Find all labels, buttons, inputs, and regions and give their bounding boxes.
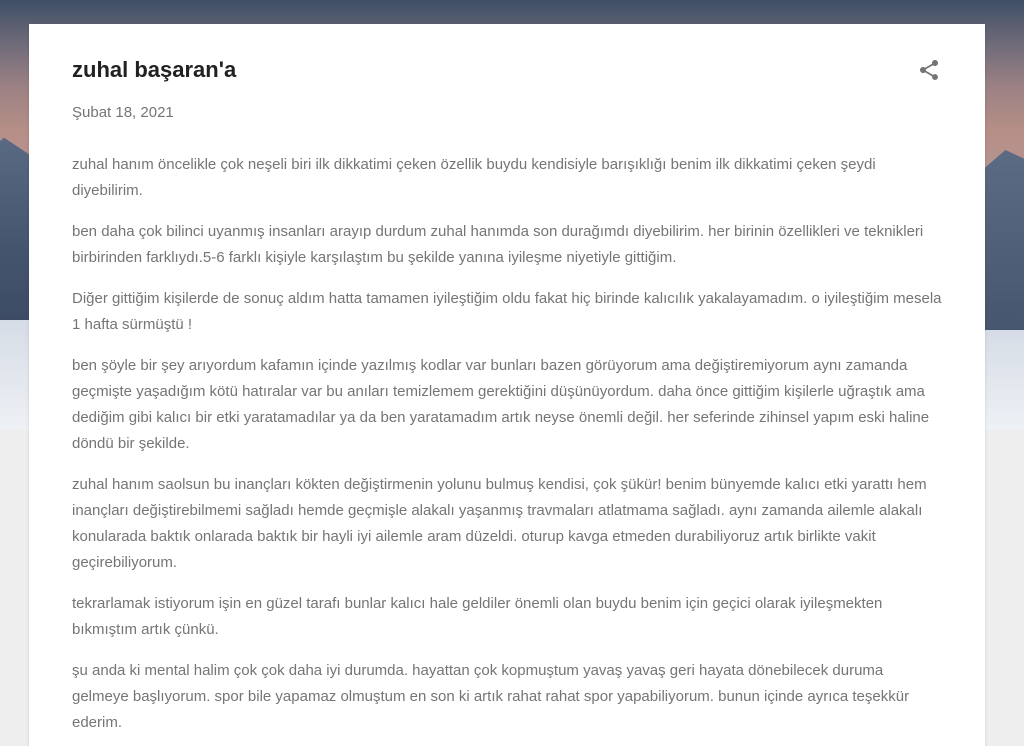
post-date: Şubat 18, 2021 (72, 104, 174, 121)
share-icon (917, 58, 941, 82)
post-title: zuhal başaran'a (72, 57, 237, 82)
post-paragraph: Diğer gittiğim kişilerde de sonuç aldım hatta tamamen iyileştiğim oldu fakat hiç birinde kalıcılık yakalayamadım. o iyileştiğim mesela 1 hafta sürmüştü ! (72, 290, 942, 333)
post-card (29, 24, 985, 746)
share-button[interactable] (917, 58, 941, 82)
post-paragraph: zuhal hanım öncelikle çok neşeli biri ilk dikkatimi çeken özellik buydu kendisiyle barışıklığı benim ilk dikkatimi çeken şeydi diyebilirim. (72, 156, 876, 199)
post-paragraph: zuhal hanım saolsun bu inançları kökten değiştirmenin yolunu bulmuş kendisi, çok şükür! benim bünyemde kalıcı etki yarattı hem inançları değiştirebilmemi sağladı hemde geçmişle alakalı yaşanmış travmaları atlatmama sağladı. aynı zamanda ailemle alakalı konularada baktık onlarada baktık bir hayli iyi ailemle aram düzeldi. oturup kavga etmeden durabiliyoruz artık birlikte vakit geçirebiliyorum. (72, 476, 927, 571)
post-paragraph: tekrarlamak istiyorum işin en güzel tarafı bunlar kalıcı hale geldiler önemli olan buydu benim için geçici olarak iyileşmekten bıkmıştım artık çünkü. (72, 595, 883, 638)
post-paragraph: ben daha çok bilinci uyanmış insanları arayıp durdum zuhal hanımda son durağımdı diyebilirim. her birinin özellikleri ve teknikleri birbirinden farklıydı.5-6 farklı kişiyle karşılaştım bu şekilde yanına iyileşme niyetiyle gittiğim. (72, 223, 924, 266)
post-paragraph: şu anda ki mental halim çok çok daha iyi durumda. hayattan çok kopmuştum yavaş yavaş geri hayata dönebilecek duruma gelmeye başlıyorum. spor bile yapamaz olmuştum en son ki artık rahat rahat spor yapabiliyorum. bunun içinde ayrıca teşekkür ederim. (72, 662, 910, 731)
post-paragraph: ben şöyle bir şey arıyordum kafamın içinde yazılmış kodlar var bunları bazen görüyorum ama değiştiremiyorum aynı zamanda geçmişte yaşadığım kötü hatıralar var bu anıları temizlemem gerektiğini düşünüyordum. daha önce gittiğim kişilerle uğraştık ama dediğim gibi kalıcı bir etki yaratamadılar ya da ben yaratamadım artık neyse önemli değil. her seferinde zihinsel yapım eski haline döndü bir şekilde. (72, 357, 930, 452)
post-body (72, 152, 942, 746)
